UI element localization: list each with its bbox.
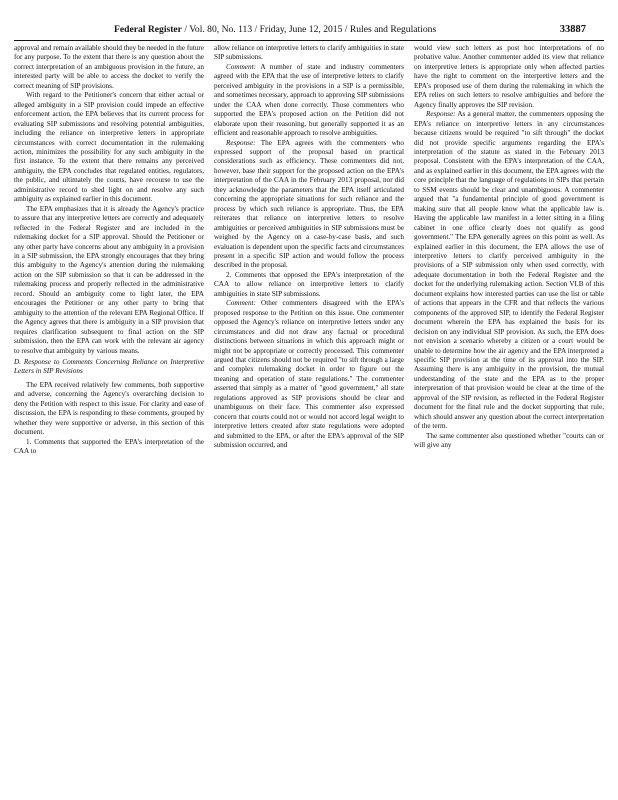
response-label: Response:: [226, 138, 256, 147]
text-columns: [14, 44, 604, 792]
column-1: [14, 44, 204, 792]
response-label: Response:: [426, 110, 456, 119]
response-text: The EPA agrees with the commenters who expressed support of the proposal based on practical considerations such as efficiency. These commenters did not, however, base their support for the proposed action on the EPA's interpretation of the CAA in the February 2013 proposal, nor did they acknowledge the parameters that the EPA itself articulated concerning the appropriate situations for such reliance and the process by which such reliance is appropriate. Thus, the EPA reiterates that reliance on interpretive letters to resolve ambiguities or perceived ambiguities in SIP submissions must be weighed by the Agency on a case-by-case basis, and such evaluation is dependent upon the specific facts and circumstances present in a specific SIP action and would follow the process described in the proposal.: [214, 138, 404, 270]
comment-paragraph: [214, 299, 404, 450]
response-paragraph: [214, 139, 404, 271]
paragraph: The EPA emphasizes that it is already the Agency's practice to assure that any interpretive letters are correctly and adequately reflected in the Federal Register and are included in the rulemaking docket for a SIP approval. Should the Petitioner or any other party have concerns about any ambiguity in a provision in a SIP submission, the EPA strongly encourages that they bring this ambiguity to the Agency's attention during the rulemaking action on the SIP submission so that it can be addressed in the rulemaking process and properly reflected in the administrative record. Should an ambiguity come to light later, the EPA encourages the Petitioner or any other party to bring that ambiguity to the attention of the relevant EPA Regional Office. If the Agency agrees that there is ambiguity in a SIP provision that requires clarification subsequent to final action on the SIP submission, then the EPA can work with the relevant air agency to resolve that ambiguity by various means.: [14, 204, 204, 355]
column-2: [214, 44, 404, 792]
response-text: As a general matter, the commenters opposing the EPA's reliance on interpretive letters in any circumstances because citizens would be required "to sift through" the docket did not provide specific arguments regarding the EPA's interpretation of the statute as stated in the February 2013 proposal. Consistent with the EPA's interpretation of the CAA, and as explained earlier in this document, the EPA agrees with the core principle that the language of regulations in SIPs that pertain to SSM events should be clear and unambiguous. A commenter argued that "a fundamental principle of good government is making sure that all people know what the applicable law is. Having the applicable law manifest in a letter sitting in a filing cabinet in one office clearly does not qualify as good government." The EPA generally agrees on this point as well. As explained earlier in this document, the EPA allows the use of interpretive letters to clarify perceived ambiguity in the provisions of a SIP submission only when used correctly, with adequate documentation in both the Federal Register and the docket for the underlying rulemaking action. Section VI.B of this document explains how interested parties can use the list or table of actions that appears in the CFR and that reflects the various components of the approved SIP, to identify the Federal Register document wherein the EPA has explained the basis for its decision on any individual SIP provision. As such, the EPA does not envision a scenario whereby a citizen or a court would be unable to determine how the air agency and the EPA interpreted a specific SIP provision at the time of its approval into the SIP. Assuming there is any ambiguity in the provision, the mutual understanding of the state and the EPA as to the proper interpretation of that provision would be clear at the time of the approval of the SIP revision, as reflected in the Federal Register document for the final rule and the docket supporting that rule, which should answer any question about the correct interpretation of the term.: [414, 110, 604, 431]
comment-label: Comment:: [226, 299, 256, 308]
paragraph: With regard to the Petitioner's concern that either actual or alleged ambiguity in a SIP provision could impede an effective enforcement action, the EPA believes that its current process for evaluating SIP submissions and resolving potential ambiguities, including the reliance on interpretive letters in appropriate circumstances with correct documentation in the rulemaking action, minimizes the possibility for any such ambiguity in the first instance. To the extent that there remains any perceived ambiguity, the EPA concludes that regulated entities, regulators, the public, and ultimately the courts, have recourse to use the administrative record to shed light on and resolve any such ambiguity as explained earlier in this document.: [14, 91, 204, 204]
header-citation: [114, 22, 436, 38]
comment-text: Other commenters disagreed with the EPA's proposed response to the Petition on this issue. One commenter opposed the Agency's reliance on interpretive letters under any circumstances and did not draw any factual or procedural distinctions between situations in which this approach might or might not be appropriate or correctly processed. This commenter argued that citizens should not be required "to sift through a large and complex rulemaking docket in order to figure out the meaning and operation of state regulations." The commenter asserted that simply as a matter of "good government," all state regulations approved as SIP provisions should be clear and unambiguous on their face. This commenter also expressed concern that courts could not or would not accord legal weight to interpretive letters created after state regulations were adopted and submitted to the EPA, or after the EPA's approval of the SIP submission occurred, and: [214, 299, 404, 450]
paragraph: The same commenter also questioned whether "courts can or will give any: [414, 431, 604, 450]
page-header: [14, 22, 604, 38]
section-heading: D. Response to Comments Concerning Reliance on Interpretive Letters in SIP Revisions: [14, 357, 204, 376]
response-paragraph: [414, 110, 604, 431]
comment-paragraph: [214, 63, 404, 139]
header-rule: [14, 40, 604, 41]
issue-details: / Vol. 80, No. 113 / Friday, June 12, 2015 / Rules and Regulations: [184, 24, 437, 35]
column-3: [414, 44, 604, 792]
page-number: 33887: [559, 24, 586, 35]
comment-text: A number of state and industry commenters agreed with the EPA that the use of interpretive letters to clarify perceived ambiguity in the provisions in a SIP is a permissible, and sometimes necessary, approach to approving SIP submissions under the CAA when done correctly. Those commenters who supported the EPA's proposed action on the Petition did not elaborate upon their reasoning, but generally supported it as an efficient and reasonable approach to resolve ambiguities.: [214, 62, 404, 138]
paragraph: 1. Comments that supported the EPA's interpretation of the CAA to: [14, 437, 204, 456]
comment-label: Comment:: [226, 62, 256, 71]
paragraph: allow reliance on interpretive letters to clarify ambiguities in state SIP submissions.: [214, 44, 404, 62]
paragraph: The EPA received relatively few comments, both supportive and adverse, concerning the Agency's overarching decision to deny the Petition with respect to this issue. For clarity and ease of discussion, the EPA is responding to these comments, grouped by whether they were supportive or adverse, in this section of this document.: [14, 380, 204, 437]
paragraph: 2. Comments that opposed the EPA's interpretation of the CAA to allow reliance on interpretive letters to clarify ambiguities in state SIP submissions.: [214, 270, 404, 298]
publication-name: Federal Register: [114, 24, 182, 35]
paragraph: approval and remain available should they be needed in the future for any purpose. To the extent that there is any question about the correct interpretation of an ambiguous provision in the future, an interested party will be able to access the docket to verify the correct meaning of SIP provisions.: [14, 44, 204, 90]
paragraph: would view such letters as post hoc interpretations of no probative value. Another commenter added its view that reliance on interpretive letters is appropriate only when affected parties have the right to comment on the interpretive letters and the EPA's proposed use of them during the rulemaking in which the EPA relies on such letters to resolve ambiguities and before the Agency finally approves the SIP revision.: [414, 44, 604, 109]
